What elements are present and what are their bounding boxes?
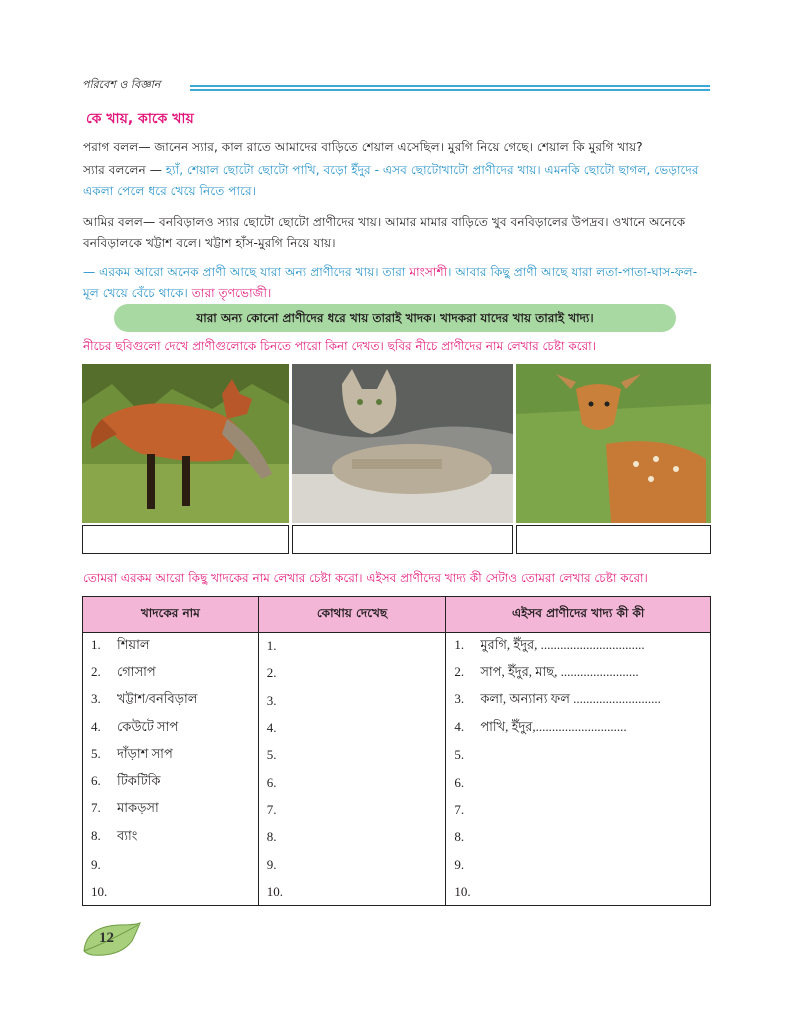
book-title: পরিবেশ ও বিজ্ঞান: [82, 78, 161, 91]
food-text: পাখি, ইঁদুর,............................: [480, 718, 627, 734]
running-header: [82, 76, 712, 98]
answer-box-deer[interactable]: [516, 525, 711, 554]
where-seen-cell[interactable]: [258, 714, 446, 741]
table-row: [83, 714, 711, 741]
row-number: 9.: [454, 856, 465, 872]
row-number: 5.: [91, 745, 101, 761]
term-carnivore: মাংসাশী: [409, 265, 448, 279]
table-row: [83, 742, 711, 769]
eater-name-cell[interactable]: [83, 633, 259, 660]
row-number: 3.: [454, 691, 465, 707]
row-number: 5.: [454, 747, 465, 763]
eater-name-cell[interactable]: [83, 769, 259, 796]
paragraph-sir: [83, 160, 711, 202]
eater-name-cell[interactable]: [83, 796, 259, 823]
header-where-seen: কোথায় দেখেছ: [258, 597, 446, 633]
where-seen-cell[interactable]: [258, 796, 446, 823]
paragraph-text: — এরকম আরো অনেক প্রাণী আছে যারা অন্য প্রাণীদের খায়। তারা: [83, 265, 410, 279]
row-number: 7.: [91, 800, 101, 816]
where-seen-cell[interactable]: [258, 878, 446, 905]
row-number: 7.: [454, 801, 465, 817]
row-number: 8.: [91, 827, 101, 843]
row-number: 3.: [266, 692, 277, 708]
paragraph-summary: [83, 262, 711, 304]
table-header-row: [83, 597, 711, 633]
row-number: 3.: [91, 691, 101, 707]
paragraph-amir: [83, 212, 711, 254]
food-cell[interactable]: [446, 824, 711, 851]
food-text: কলা, অন্যান্য ফল ...........................: [480, 691, 661, 707]
food-text: মুরগি, ইঁদুর, ................................: [480, 636, 645, 652]
food-cell[interactable]: [446, 878, 711, 905]
table-row: [83, 769, 711, 796]
where-seen-cell[interactable]: [258, 824, 446, 851]
eater-name-cell[interactable]: [83, 851, 259, 878]
eater-name-cell[interactable]: [83, 878, 259, 905]
row-number: 8.: [454, 829, 465, 845]
instruction-list-eaters: তোমরা এরকম আরো কিছু খাদকের নাম লেখার চেষ্টা করো। এইসব প্রাণীদের খাদ্য কী সেটাও তোমরা লেখার চেষ্টা করো।: [83, 571, 648, 585]
table-row: [83, 660, 711, 687]
page-number: 12: [99, 930, 114, 946]
eater-name: কেউটে সাপ: [117, 718, 179, 734]
answer-box-wildcat[interactable]: [292, 525, 513, 554]
row-number: 8.: [266, 829, 277, 845]
row-number: 1.: [454, 636, 465, 652]
row-number: 10.: [91, 883, 108, 899]
table-row: [83, 687, 711, 714]
answer-box-fox[interactable]: [82, 525, 289, 554]
where-seen-cell[interactable]: [258, 660, 446, 687]
table-row: [83, 796, 711, 823]
row-number: 5.: [266, 747, 277, 763]
eater-name: খট্টাশ/বনবিড়াল: [117, 691, 198, 707]
row-number: 10.: [266, 883, 283, 899]
paragraph-text: আমির বলল— বনবিড়ালও স্যার ছোটো ছোটো প্রাণীদের খায়। আমার মামার বাড়িতে খুব বনবিড়ালের উপদ্রব। ওখানে অনেকে বনবিড়ালকে খট্টাশ বলে। খট্টাশ হাঁস-মুরগি নিয়ে যায়।: [83, 215, 686, 250]
paragraph-text: হ্যাঁ, শেয়াল ছোটো ছোটো পাখি, বড়ো ইঁদুর - এসব ছোটোখাটো প্রাণীদের খায়। এমনকি ছোটো ছাগল, ভেড়াদের একলা পেলে ধরে খেয়ে নিতে পারে।: [83, 163, 699, 198]
instruction-identify: নীচের ছবিগুলো দেখে প্রাণীগুলোকে চিনতে পারো কিনা দেখত। ছবির নীচে প্রাণীদের নাম লেখার চেষ্টা করো।: [83, 339, 596, 353]
table-row: [83, 633, 711, 660]
row-number: 7.: [266, 801, 277, 817]
row-number: 4.: [91, 718, 101, 734]
row-number: 2.: [266, 665, 277, 681]
food-cell[interactable]: [446, 687, 711, 714]
eater-name-cell[interactable]: [83, 714, 259, 741]
eater-name: ব্যাং: [117, 827, 138, 843]
deer-photo: [516, 364, 711, 523]
row-number: 10.: [454, 883, 471, 899]
eater-name-cell[interactable]: [83, 742, 259, 769]
food-cell[interactable]: [446, 660, 711, 687]
row-number: 4.: [454, 718, 465, 734]
food-cell[interactable]: [446, 633, 711, 660]
eater-name: শিয়াল: [117, 636, 150, 652]
where-seen-cell[interactable]: [258, 687, 446, 714]
definition-box: যারা অন্য কোনো প্রাণীদের ধরে খায় তারাই খাদক। খাদকরা যাদের খায় তারাই খাদ্য।: [114, 304, 676, 332]
food-text: সাপ, ইঁদুর, মাছ, ........................: [480, 663, 639, 679]
table-row: [83, 824, 711, 851]
row-number: 4.: [266, 720, 277, 736]
row-number: 2.: [91, 663, 101, 679]
paragraph-parag: [83, 137, 711, 158]
paragraph-text: পরাগ বলল— জানেন স্যার, কাল রাতে আমাদের বাড়িতে শেয়াল এসেছিল। মুরগি নিয়ে গেছে। শেয়াল কি মুরগি খায়?: [83, 140, 643, 154]
eater-name-cell[interactable]: [83, 660, 259, 687]
header-food: এইসব প্রাণীদের খাদ্য কী কী: [446, 597, 711, 633]
eater-name: দাঁড়াশ সাপ: [117, 745, 173, 761]
header-rule: [190, 85, 710, 91]
section-title: কে খায়, কাকে খায়: [86, 111, 194, 127]
paragraph-text: । আবার কিছু প্রাণী আছে যারা লতা-পাতা-ঘাস-ফল-মূল খেয়ে বেঁচে থাকে।: [83, 265, 698, 300]
row-number: 6.: [91, 773, 101, 789]
row-number: 6.: [454, 774, 465, 790]
fox-photo: [82, 364, 289, 523]
row-number: 9.: [266, 856, 277, 872]
header-eater-name: খাদকের নাম: [83, 597, 259, 633]
food-cell[interactable]: [446, 796, 711, 823]
food-cell[interactable]: [446, 742, 711, 769]
eater-name: গোসাপ: [117, 663, 156, 679]
row-number: 9.: [91, 856, 101, 872]
eater-name: টিকটিকি: [117, 773, 161, 789]
where-seen-cell[interactable]: [258, 633, 446, 660]
row-number: 6.: [266, 774, 277, 790]
row-number: 1.: [266, 638, 277, 654]
food-cell[interactable]: [446, 851, 711, 878]
eater-name-cell[interactable]: [83, 824, 259, 851]
eater-name: মাকড়সা: [117, 800, 159, 816]
row-number: 1.: [91, 636, 101, 652]
food-cell[interactable]: [446, 714, 711, 741]
term-herbivore: তারা তৃণভোজী।: [191, 286, 272, 300]
where-seen-cell[interactable]: [258, 742, 446, 769]
table-row: [83, 878, 711, 905]
eater-name-cell[interactable]: [83, 687, 259, 714]
where-seen-cell[interactable]: [258, 769, 446, 796]
eater-food-table: [82, 596, 711, 906]
table-row: [83, 851, 711, 878]
where-seen-cell[interactable]: [258, 851, 446, 878]
speaker-label: স্যার বললেন —: [83, 163, 166, 177]
wildcat-photo: [292, 364, 513, 523]
food-cell[interactable]: [446, 769, 711, 796]
row-number: 2.: [454, 663, 465, 679]
